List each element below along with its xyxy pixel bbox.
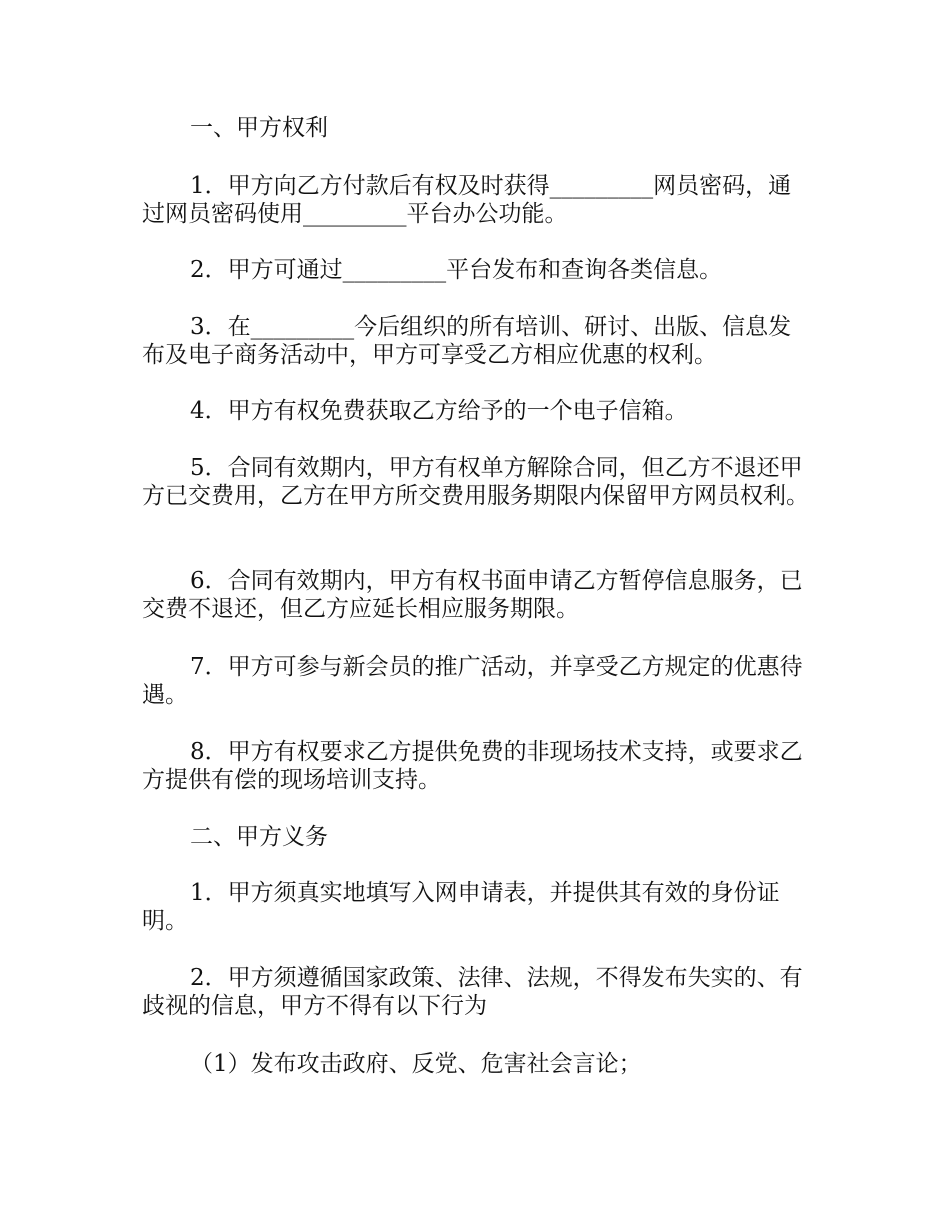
clause-2-item-1: （1）发布攻击政府、反党、危害社会言论； xyxy=(190,1051,642,1077)
clause-2-rights: 2．甲方可通过_________平台发布和查询各类信息。 xyxy=(190,257,723,283)
clause-3-rights: 3．在_________今后组织的所有培训、研讨、出版、信息发布及电子商务活动中，甲方可享受乙方相应优惠的权利。 xyxy=(142,314,792,368)
clause-1-obligations: 1．甲方须真实地填写入网申请表，并提供其有效的身份证明。 xyxy=(142,880,780,934)
clause-4-rights: 4．甲方有权免费获取乙方给予的一个电子信箱。 xyxy=(190,398,688,424)
clause-5-rights: 5．合同有效期内，甲方有权单方解除合同，但乙方不退还甲方已交费用，乙方在甲方所交费用服务期限内保留甲方网员权利。 xyxy=(142,455,809,509)
clause-1-rights: 1．甲方向乙方付款后有权及时获得_________网员密码，通过网员密码使用_________平台办公功能。 xyxy=(142,173,792,227)
section-heading-party-a-rights: 一、甲方权利 xyxy=(190,115,328,141)
clause-6-rights: 6．合同有效期内，甲方有权书面申请乙方暂停信息服务，已交费不退还，但乙方应延长相应服务期限。 xyxy=(142,568,803,622)
section-heading-party-a-obligations: 二、甲方义务 xyxy=(190,824,328,850)
clause-7-rights: 7．甲方可参与新会员的推广活动，并享受乙方规定的优惠待遇。 xyxy=(142,654,803,708)
clause-8-rights: 8．甲方有权要求乙方提供免费的非现场技术支持，或要求乙方提供有偿的现场培训支持。 xyxy=(142,739,803,793)
clause-2-obligations: 2．甲方须遵循国家政策、法律、法规，不得发布失实的、有歧视的信息，甲方不得有以下行为 xyxy=(142,965,803,1019)
